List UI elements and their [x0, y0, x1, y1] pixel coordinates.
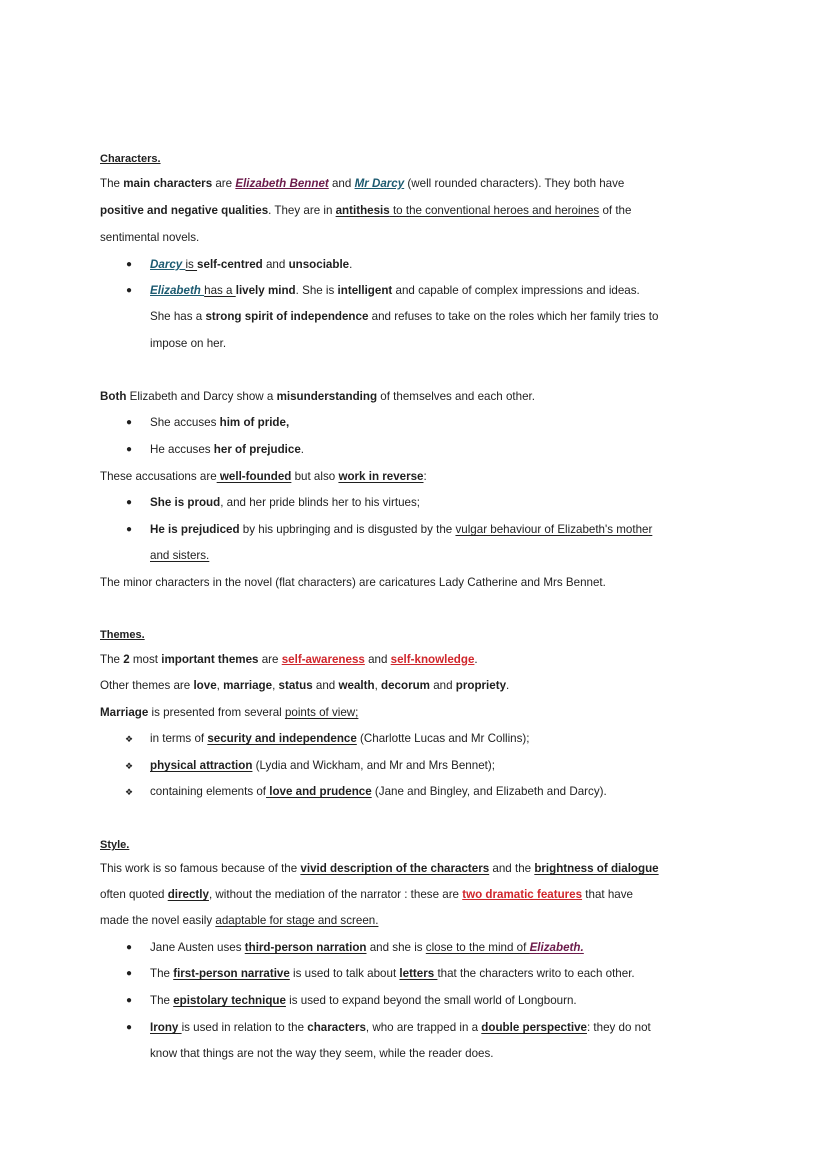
bullet-icon: ●	[125, 444, 133, 455]
list-item-security: in terms of security and independence (Charlotte Lucas and Mr Collins);	[150, 732, 530, 745]
list-item-epistolary: The epistolary technique is used to expand beyond the small world of Longbourn.	[150, 994, 577, 1007]
list-item-third-person: Jane Austen uses third-person narration and she is close to the mind of Elizabeth.	[150, 941, 584, 954]
minor-characters-paragraph: The minor characters in the novel (flat characters) are caricatures Lady Catherine and Mrs Bennet.	[100, 576, 606, 589]
list-item-elizabeth: Elizabeth has a lively mind. She is intelligent and capable of complex impressions and ideas.	[150, 284, 640, 297]
diamond-bullet-icon: ❖	[124, 787, 134, 797]
list-item-irony: Irony is used in relation to the characters, who are trapped in a double perspective: they do not	[150, 1021, 651, 1034]
list-item-love-and-prudence: containing elements of love and prudence (Jane and Bingley, and Elizabeth and Darcy).	[150, 785, 607, 798]
diamond-bullet-icon: ❖	[124, 761, 134, 771]
mr-darcy-link: Mr Darcy	[354, 177, 405, 190]
list-item-darcy: Darcy is self-centred and unsociable.	[150, 258, 353, 271]
characters-paragraph-line-3: sentimental novels.	[100, 231, 200, 244]
bullet-icon: ●	[125, 524, 133, 535]
list-item-irony-line-2: know that things are not the way they seem, while the reader does.	[150, 1047, 494, 1060]
list-item-he-is-prejudiced-line-2: and sisters.	[150, 549, 210, 562]
bullet-icon: ●	[125, 942, 133, 953]
diamond-bullet-icon: ❖	[124, 734, 134, 744]
bullet-icon: ●	[125, 417, 133, 428]
bullet-icon: ●	[125, 995, 133, 1006]
bullet-icon: ●	[125, 285, 133, 296]
themes-paragraph-line-2: Other themes are love, marriage, status and wealth, decorum and propriety.	[100, 679, 510, 692]
list-item-pride: She accuses him of pride,	[150, 416, 290, 429]
accusations-paragraph: These accusations are well-founded but also work in reverse:	[100, 470, 427, 483]
bullet-icon: ●	[125, 259, 133, 270]
list-item-prejudice: He accuses her of prejudice.	[150, 443, 305, 456]
style-paragraph-line-1: This work is so famous because of the vivid description of the characters and the brightness of dialogue	[100, 862, 659, 875]
themes-heading: Themes.	[100, 629, 145, 641]
bullet-icon: ●	[125, 1022, 133, 1033]
themes-paragraph-line-3: Marriage is presented from several points of view;	[100, 706, 359, 719]
characters-paragraph-line-1: The main characters are Elizabeth Bennet and Mr Darcy (well rounded characters). They both have	[100, 177, 625, 190]
style-heading: Style.	[100, 839, 130, 851]
both-paragraph: Both Elizabeth and Darcy show a misunderstanding of themselves and each other.	[100, 390, 535, 403]
bullet-icon: ●	[125, 968, 133, 979]
list-item-elizabeth-line-2: She has a strong spirit of independence and refuses to take on the roles which her family tries to	[150, 310, 659, 323]
list-item-elizabeth-line-3: impose on her.	[150, 337, 227, 350]
list-item-physical-attraction: physical attraction (Lydia and Wickham, and Mr and Mrs Bennet);	[150, 759, 495, 772]
characters-paragraph-line-2: positive and negative qualities. They are in antithesis to the conventional heroes and heroines of the	[100, 204, 632, 217]
elizabeth-bennet-link: Elizabeth Bennet	[235, 177, 329, 190]
style-paragraph-line-2: often quoted directly, without the mediation of the narrator : these are two dramatic features that have	[100, 888, 633, 901]
list-item-he-is-prejudiced: He is prejudiced by his upbringing and is disgusted by the vulgar behaviour of Elizabeth's mother	[150, 523, 653, 536]
characters-heading: Characters.	[100, 153, 161, 165]
themes-paragraph-line-1: The 2 most important themes are self-awareness and self-knowledge.	[100, 653, 478, 666]
list-item-first-person: The first-person narrative is used to talk about letters that the characters writo to each other.	[150, 967, 635, 980]
style-paragraph-line-3: made the novel easily adaptable for stage and screen.	[100, 914, 379, 927]
list-item-she-is-proud: She is proud, and her pride blinds her to his virtues;	[150, 496, 420, 509]
bullet-icon: ●	[125, 497, 133, 508]
